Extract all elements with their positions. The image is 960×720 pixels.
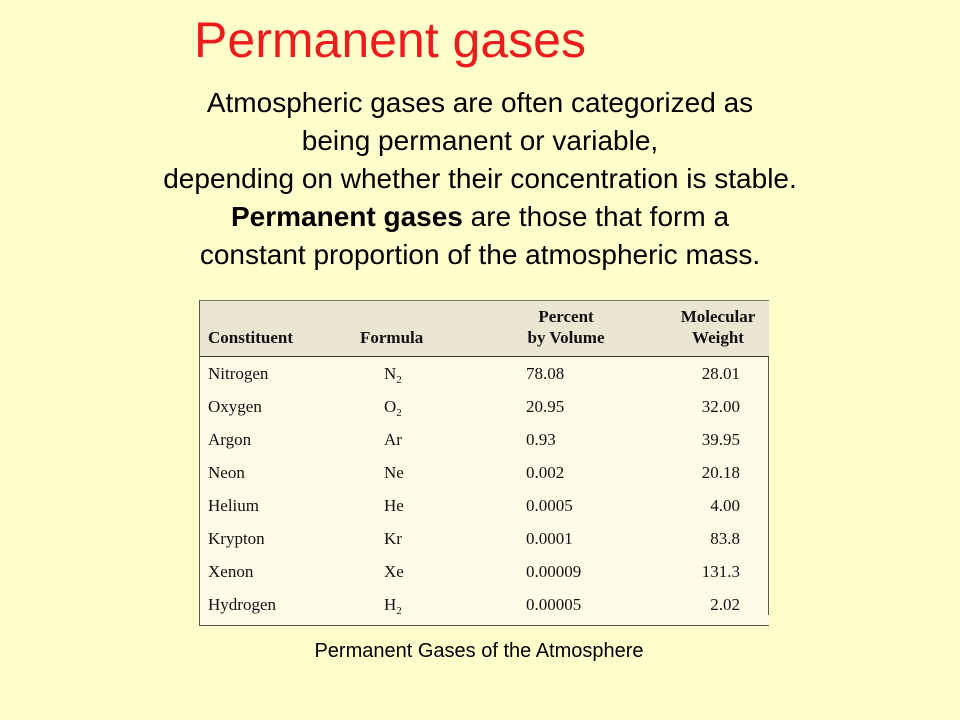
cell-constituent: Hydrogen bbox=[208, 595, 276, 614]
cell-percent-by-volume: 0.00005 bbox=[526, 595, 582, 614]
formula-subscript: 2 bbox=[396, 374, 402, 386]
cell-constituent: Nitrogen bbox=[208, 364, 269, 383]
intro-line bbox=[0, 198, 960, 236]
intro-line: being permanent or variable, bbox=[301, 125, 659, 156]
intro-line: Atmospheric gases are often categorized as bbox=[206, 87, 754, 118]
table-row bbox=[200, 357, 768, 390]
cell-formula bbox=[384, 522, 402, 555]
table-row bbox=[200, 588, 768, 621]
formula-symbol: Ar bbox=[384, 430, 402, 449]
table-body bbox=[200, 357, 769, 615]
formula-symbol: Xe bbox=[384, 562, 404, 581]
header-percent bbox=[514, 306, 618, 348]
formula-symbol: He bbox=[384, 496, 404, 515]
formula-symbol: H bbox=[384, 595, 397, 614]
table-row bbox=[200, 456, 768, 489]
cell-constituent: Xenon bbox=[208, 562, 254, 581]
header-percent-line2: by Volume bbox=[527, 328, 605, 347]
cell-molecular-weight: 28.01 bbox=[701, 364, 740, 383]
table-caption: Permanent Gases of the Atmosphere bbox=[314, 640, 644, 662]
header-mw-line1: Molecular bbox=[680, 307, 756, 326]
header-mw-line2: Weight bbox=[692, 328, 744, 347]
page-title: Permanent gases bbox=[194, 12, 586, 68]
cell-molecular-weight: 4.00 bbox=[710, 496, 740, 515]
cell-constituent: Helium bbox=[208, 496, 259, 515]
table-row bbox=[200, 489, 768, 522]
formula-symbol: Kr bbox=[384, 529, 402, 548]
cell-molecular-weight: 131.3 bbox=[701, 562, 740, 581]
cell-formula bbox=[384, 423, 402, 456]
cell-formula bbox=[384, 588, 402, 628]
cell-constituent: Argon bbox=[208, 430, 252, 449]
intro-line: depending on whether their concentration is stable. bbox=[163, 163, 797, 194]
cell-molecular-weight: 32.00 bbox=[701, 397, 740, 416]
formula-subscript: 2 bbox=[396, 605, 402, 617]
formula-symbol: O bbox=[384, 397, 397, 416]
cell-formula bbox=[384, 489, 404, 522]
cell-molecular-weight: 39.95 bbox=[701, 430, 740, 449]
cell-constituent: Krypton bbox=[208, 529, 265, 548]
gases-table bbox=[199, 300, 769, 626]
cell-molecular-weight: 2.02 bbox=[710, 595, 740, 614]
table-row bbox=[200, 555, 768, 588]
cell-percent-by-volume: 78.08 bbox=[526, 364, 565, 383]
formula-subscript: 2 bbox=[396, 407, 402, 419]
intro-paragraph bbox=[0, 84, 960, 274]
intro-bold-term: Permanent gases bbox=[230, 201, 463, 232]
table-row bbox=[200, 423, 768, 456]
cell-formula bbox=[384, 555, 404, 588]
header-formula: Formula bbox=[360, 328, 424, 347]
formula-symbol: Ne bbox=[384, 463, 404, 482]
header-molecular-weight bbox=[670, 306, 766, 348]
cell-molecular-weight: 20.18 bbox=[701, 463, 740, 482]
table-header bbox=[200, 301, 769, 357]
cell-constituent: Neon bbox=[208, 463, 245, 482]
cell-percent-by-volume: 0.0005 bbox=[526, 496, 573, 515]
cell-percent-by-volume: 0.002 bbox=[526, 463, 565, 482]
table-row bbox=[200, 522, 768, 555]
cell-constituent: Oxygen bbox=[208, 397, 262, 416]
cell-formula bbox=[384, 456, 404, 489]
intro-line-rest: are those that form a bbox=[462, 201, 730, 232]
cell-molecular-weight: 83.8 bbox=[710, 529, 740, 548]
formula-symbol: N bbox=[384, 364, 397, 383]
cell-percent-by-volume: 0.00009 bbox=[526, 562, 582, 581]
header-constituent: Constituent bbox=[208, 328, 294, 347]
cell-percent-by-volume: 0.0001 bbox=[526, 529, 573, 548]
table-row bbox=[200, 390, 768, 423]
header-percent-line1: Percent bbox=[538, 307, 594, 326]
cell-percent-by-volume: 20.95 bbox=[526, 397, 565, 416]
cell-percent-by-volume: 0.93 bbox=[526, 430, 556, 449]
intro-line: constant proportion of the atmospheric mass. bbox=[199, 239, 761, 270]
